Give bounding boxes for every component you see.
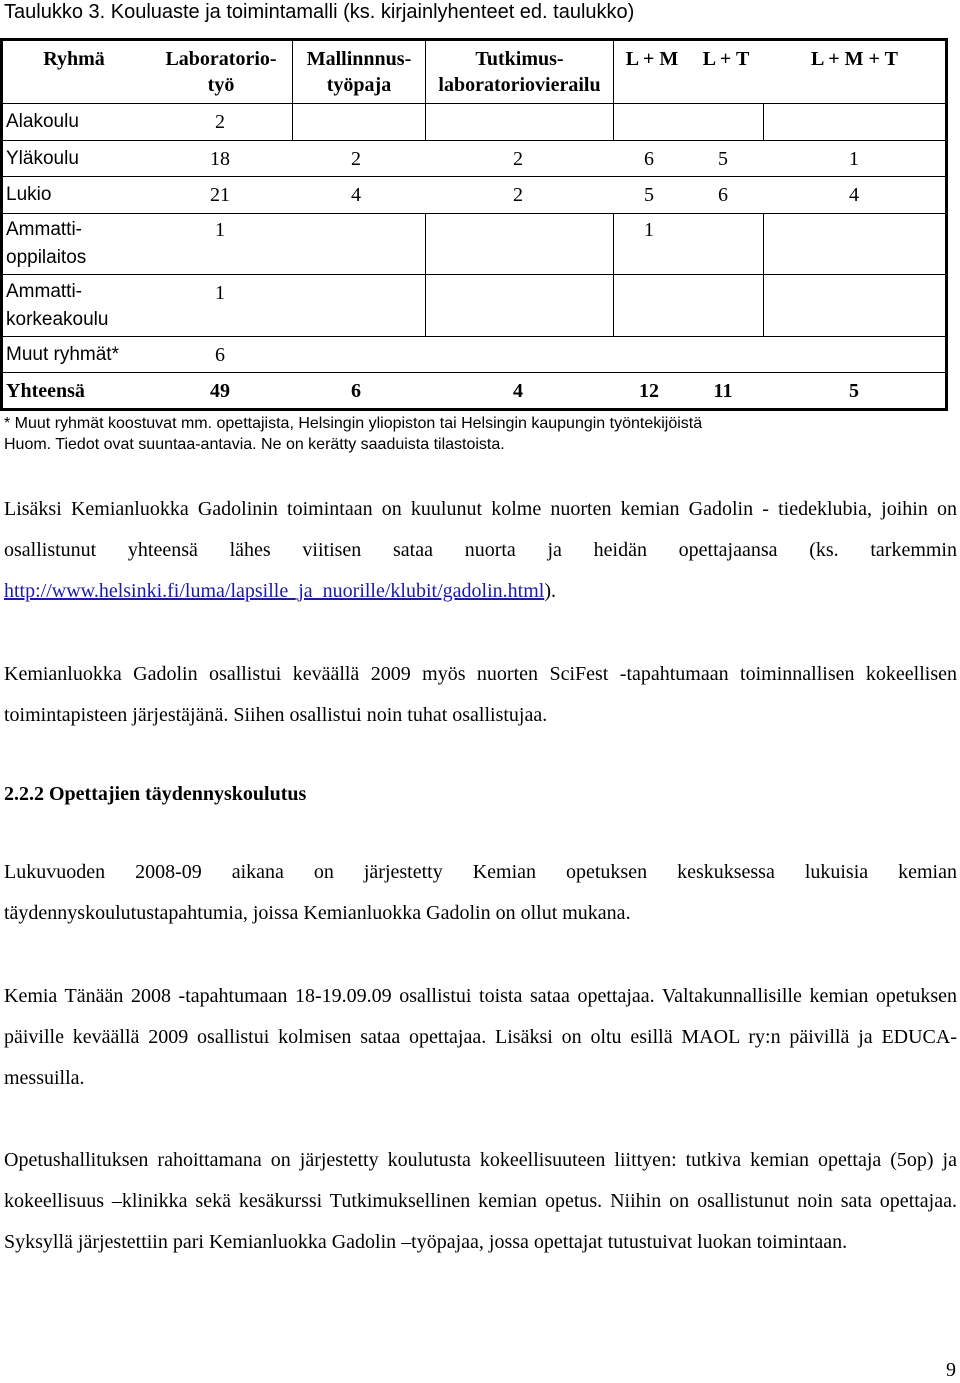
paragraph-training: Lukuvuoden 2008-09 aikana on järjestetty Kemian opetuksen keskuksessa lukuisia kemian täydennyskoulutustapahtumia, joissa Kemianluokka Gadolin on ollut mukana. xyxy=(4,861,957,924)
row-label-alakoulu: Alakoulu xyxy=(6,111,79,132)
total-cell: 5 xyxy=(849,379,859,402)
total-cell: 49 xyxy=(210,379,230,402)
data-table xyxy=(0,0,960,420)
table-cell: 18 xyxy=(210,147,230,170)
table-caption: Taulukko 3. Kouluaste ja toimintamalli (ks. kirjainlyhenteet ed. taulukko) xyxy=(4,1,635,23)
col-header-line: Mallinnnus- xyxy=(306,48,412,70)
paragraph-text: ). xyxy=(544,580,556,602)
paragraph-scifest: Kemianluokka Gadolin osallistui keväällä 2009 myös nuorten SciFest -tapahtumaan toiminnallisen kokeellisen toimintapisteen järjestäjänä. Siihen osallistui noin tuhat osallistujaa. xyxy=(4,663,957,726)
total-cell: 12 xyxy=(639,379,659,402)
page-number: 9 xyxy=(946,1359,956,1381)
table-cell: 4 xyxy=(849,184,859,206)
table-rule xyxy=(763,213,764,336)
table-cell: 2 xyxy=(513,184,523,206)
table-footnote: * Muut ryhmät koostuvat mm. opettajista, Helsingin yliopiston tai Helsingin kaupungin työntekijöistä xyxy=(4,415,703,432)
row-label-line: Ammatti- xyxy=(6,280,82,302)
col-header-lm: L + M xyxy=(625,48,679,70)
table-rule xyxy=(0,103,947,104)
table-rule xyxy=(0,336,947,337)
table-rule xyxy=(425,103,426,140)
row-label-line: oppilaitos xyxy=(6,247,87,268)
row-label-line: korkeakoulu xyxy=(6,308,109,330)
row-label-ammattioppilaitos xyxy=(6,214,86,274)
table-rule xyxy=(0,176,947,177)
table-cell: 2 xyxy=(215,111,225,133)
table-rule xyxy=(763,103,764,140)
table-cell: 1 xyxy=(644,219,654,241)
row-label-ammattikorkeakoulu xyxy=(6,275,108,336)
table-cell: 2 xyxy=(351,147,361,170)
table-cell: 5 xyxy=(718,147,728,170)
paragraph-opetushallitus: Opetushallituksen rahoittamana on järjestetty koulutusta kokeellisuuteen liittyen: tutkiva kemian opettaja (5op) ja kokeellisuus –klinikka sekä kesäkurssi Tutkimuksellinen kemian opetus. Niihin on osallistunut noin sata opettajaa. Syksyllä järjestettiin pari Kemianluokka Gadolin –työpajaa, jossa opettajat tutustuivat luokan toimintaan. xyxy=(4,1149,957,1253)
total-cell: 6 xyxy=(351,379,361,402)
col-header-tutkimuslaboratorio xyxy=(426,41,613,103)
total-cell: 4 xyxy=(513,379,523,402)
table-rule xyxy=(0,140,947,141)
col-header-lt: L + T xyxy=(702,48,750,70)
col-header-line: työpaja xyxy=(326,74,392,96)
table-rule xyxy=(292,103,293,140)
col-header-line: laboratoriovierailu xyxy=(438,74,601,96)
table-rule xyxy=(613,103,614,140)
paragraph-text: Lisäksi Kemianluokka Gadolinin toimintaan on kuulunut kolme nuorten kemian Gadolin - tiedeklubia, joihin on osallistunut yhteensä lähes viitisen sataa nuorta ja heidän opettajaansa (ks. tarkemmin xyxy=(4,498,957,561)
table-note: Huom. Tiedot ovat suuntaa-antavia. Ne on kerätty saaduista tilastoista. xyxy=(4,436,505,453)
col-header-line: Tutkimus- xyxy=(475,48,564,70)
gadolin-link[interactable]: http://www.helsinki.fi/luma/lapsille_ja_nuorille/klubit/gadolin.html xyxy=(4,580,545,602)
col-header-line: työ xyxy=(207,74,235,96)
table-cell: 6 xyxy=(215,343,225,366)
table-cell: 21 xyxy=(210,184,230,206)
row-label-muut-ryhmat: Muut ryhmät* xyxy=(6,343,119,365)
table-border-right xyxy=(945,38,948,411)
table-cell: 1 xyxy=(849,147,859,170)
col-header-mallinnustyopaja xyxy=(293,41,425,103)
table-rule xyxy=(0,213,947,214)
table-cell: 1 xyxy=(215,219,225,241)
row-label-ylakoulu: Yläkoulu xyxy=(6,147,79,169)
table-cell: 2 xyxy=(513,147,523,170)
table-cell: 5 xyxy=(644,184,654,206)
paragraph-gadolin-clubs xyxy=(4,489,957,612)
table-rule xyxy=(0,372,947,373)
col-header-lmt: L + M + T xyxy=(811,48,898,70)
table-rule xyxy=(425,213,426,336)
col-header-line: Laboratorio- xyxy=(165,48,277,70)
table-cell: 6 xyxy=(644,147,654,170)
table-border-left xyxy=(0,38,3,411)
paragraph-kemia-tanaan: Kemia Tänään 2008 -tapahtumaan 18-19.09.09 osallistui toista sataa opettajaa. Valtakunnallisille kemian opetuksen päiville keväällä 2009 osallistui kolmisen sataa opettajaa. Lisäksi on oltu esillä MAOL ry:n päivillä ja EDUCA-messuilla. xyxy=(4,985,957,1089)
table-border-bottom xyxy=(0,408,947,411)
table-rule xyxy=(0,274,947,275)
section-heading: 2.2.2 Opettajien täydennyskoulutus xyxy=(4,783,307,805)
table-cell: 1 xyxy=(215,282,225,304)
col-header-ryhma: Ryhmä xyxy=(43,48,105,70)
table-cell: 6 xyxy=(718,184,728,206)
table-cell: 4 xyxy=(351,184,361,206)
col-header-laboratoriotyo xyxy=(150,41,292,103)
row-label-line: Ammatti- xyxy=(6,219,82,240)
total-cell: 11 xyxy=(713,379,733,402)
row-label-lukio: Lukio xyxy=(6,184,52,205)
row-label-yhteensa: Yhteensä xyxy=(6,379,85,402)
